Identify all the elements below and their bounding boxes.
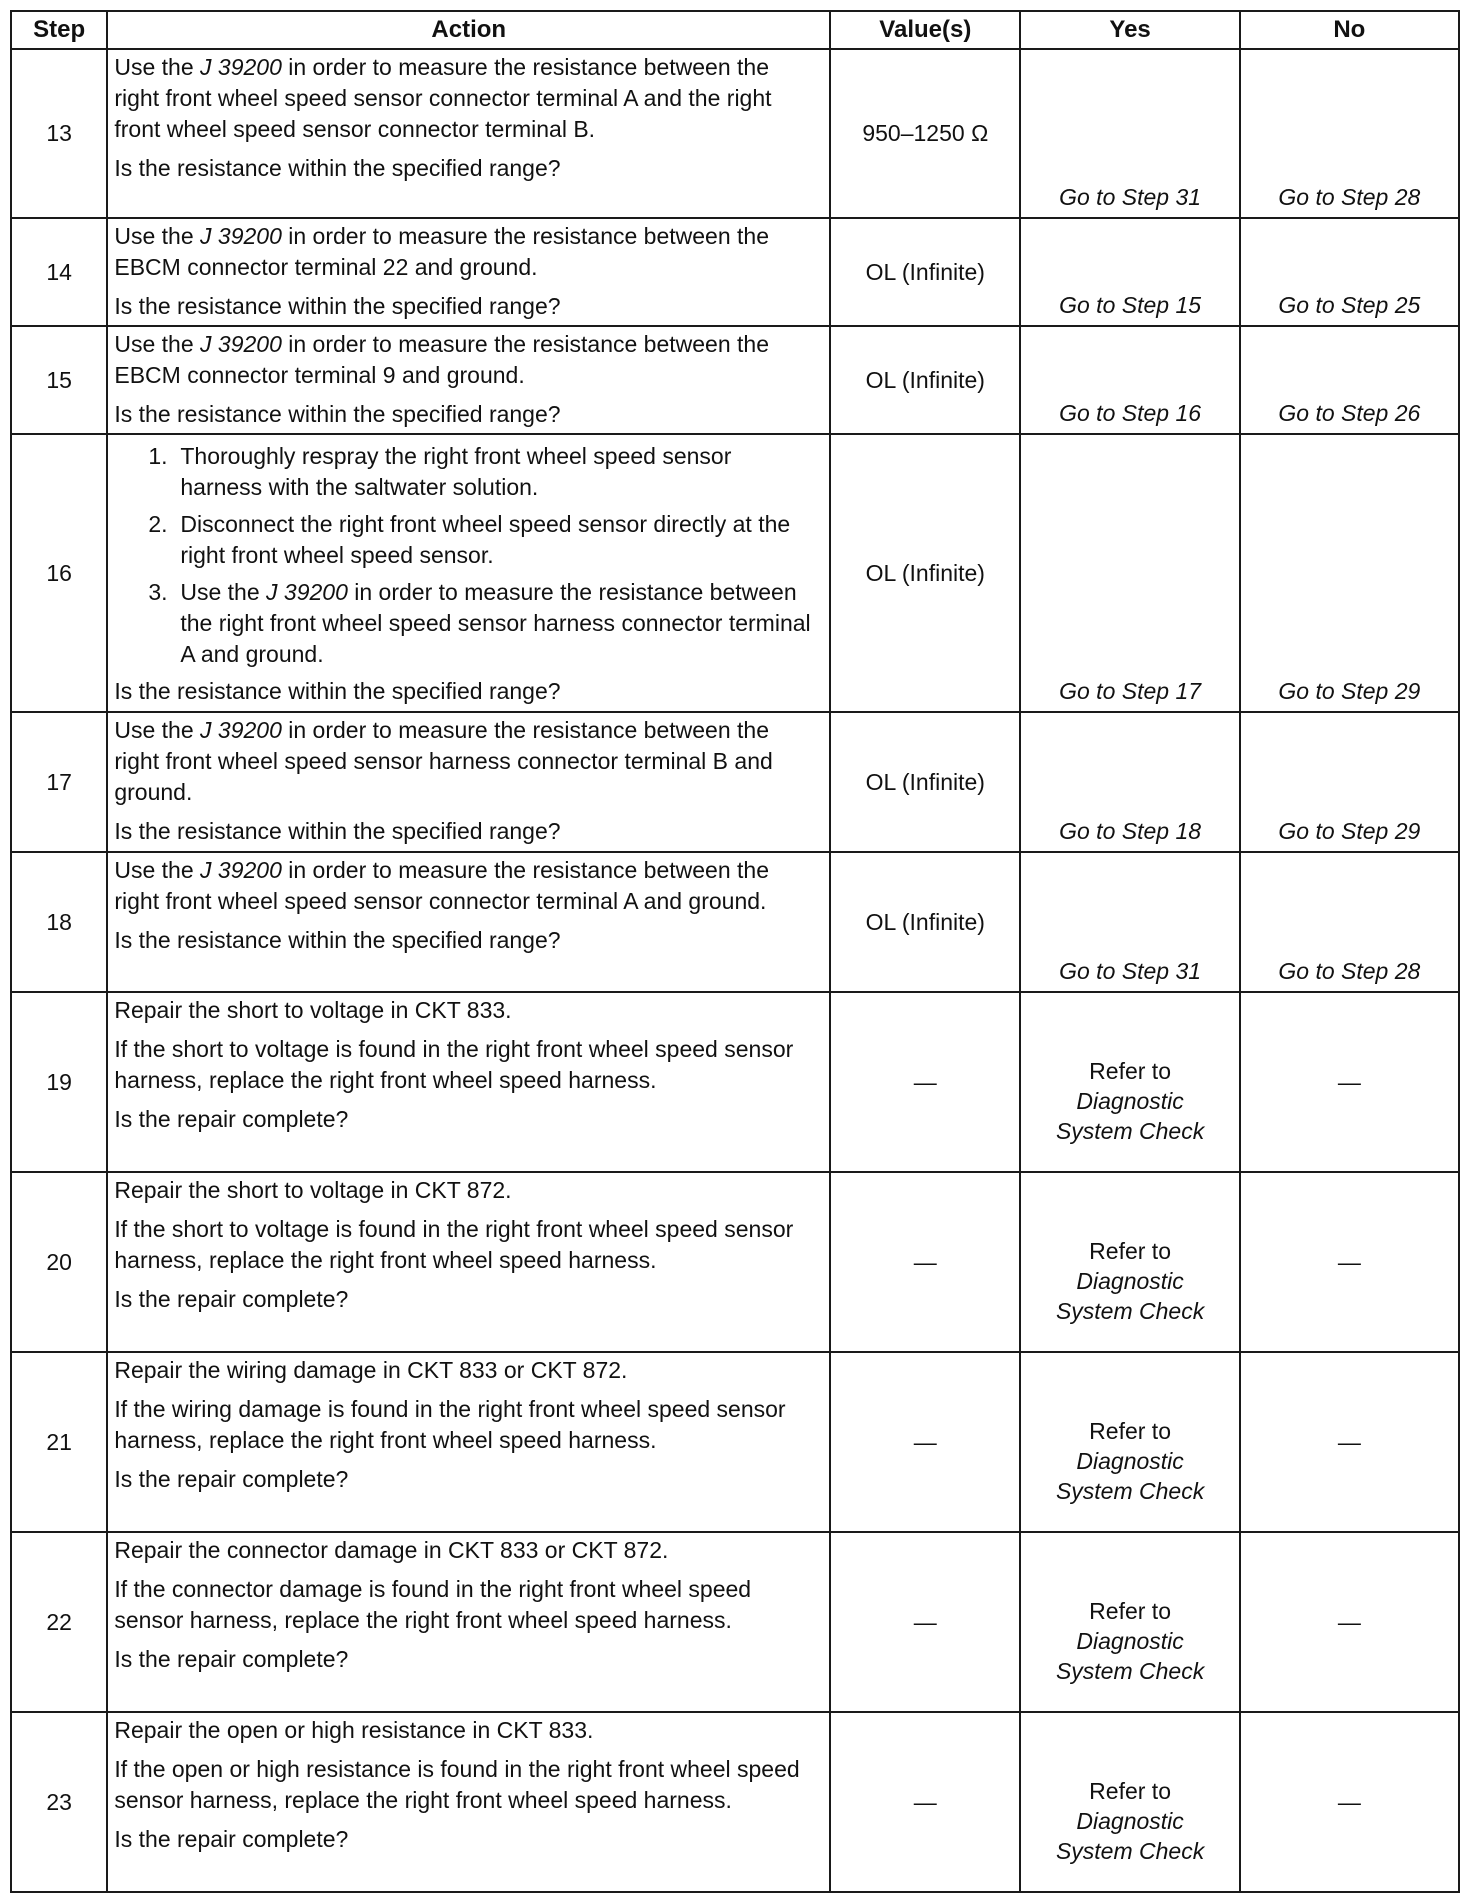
tool-name: J 39200	[200, 717, 282, 743]
step-number: 13	[11, 49, 107, 218]
value-cell: OL (Infinite)	[830, 712, 1020, 852]
action-cell: Use the J 39200 in order to measure the resistance between the EBCM connector terminal 9 and ground. Is the resistance within the specified range?	[107, 326, 830, 434]
no-cell: —	[1240, 992, 1459, 1172]
step-number: 14	[11, 218, 107, 326]
step-number: 15	[11, 326, 107, 434]
yes-cell: Go to Step 16	[1020, 326, 1239, 434]
list-item: 3. Use the J 39200 in order to measure the resistance between the right front wheel speed sensor harness connector terminal A and ground.	[180, 577, 819, 670]
action-cell: Repair the connector damage in CKT 833 or CKT 872. If the connector damage is found in the right front wheel speed sensor harness, replace the right front wheel speed harness. Is the repair complete?	[107, 1532, 830, 1712]
value-cell: —	[830, 992, 1020, 1172]
question: Is the resistance within the specified range?	[114, 155, 561, 181]
header-yes: Yes	[1020, 11, 1239, 49]
yes-cell: Go to Step 17	[1020, 434, 1239, 712]
header-step: Step	[11, 11, 107, 49]
yes-cell: Refer to Diagnostic System Check	[1020, 1352, 1239, 1532]
action-cell	[107, 434, 830, 712]
step-number: 17	[11, 712, 107, 852]
question: Is the resistance within the specified range?	[114, 818, 561, 844]
yes-cell: Refer to Diagnostic System Check	[1020, 1532, 1239, 1712]
action-cell: Use the J 39200 in order to measure the resistance between the right front wheel speed sensor connector terminal A and the right front wheel speed sensor connector terminal B. Is the resistance within the specified range?	[107, 49, 830, 218]
question: Is the resistance within the specified range?	[114, 401, 561, 427]
no-cell: —	[1240, 1352, 1459, 1532]
value-cell: OL (Infinite)	[830, 434, 1020, 712]
table-row	[11, 712, 1459, 852]
question: Is the resistance within the specified range?	[114, 293, 561, 319]
list-item: 1. Thoroughly respray the right front wheel speed sensor harness with the saltwater solution.	[180, 441, 819, 503]
step-number: 21	[11, 1352, 107, 1532]
value-cell: 950–1250 Ω	[830, 49, 1020, 218]
tool-name: J 39200	[266, 579, 348, 605]
no-cell: Go to Step 25	[1240, 218, 1459, 326]
no-cell: —	[1240, 1172, 1459, 1352]
action-cell: Repair the wiring damage in CKT 833 or CKT 872. If the wiring damage is found in the right front wheel speed sensor harness, replace the right front wheel speed harness. Is the repair complete?	[107, 1352, 830, 1532]
tool-name: J 39200	[200, 223, 282, 249]
question: Is the repair complete?	[114, 1286, 349, 1312]
tool-name: J 39200	[200, 54, 282, 80]
tool-name: J 39200	[200, 857, 282, 883]
question: Is the repair complete?	[114, 1646, 349, 1672]
step-number: 18	[11, 852, 107, 992]
table-row	[11, 1172, 1459, 1352]
question: Is the repair complete?	[114, 1826, 349, 1852]
no-cell: Go to Step 28	[1240, 852, 1459, 992]
table-row	[11, 218, 1459, 326]
question: Is the repair complete?	[114, 1106, 349, 1132]
table-row	[11, 992, 1459, 1172]
no-cell: Go to Step 29	[1240, 712, 1459, 852]
header-row	[11, 11, 1459, 49]
header-no: No	[1240, 11, 1459, 49]
table-row	[11, 434, 1459, 712]
table-row	[11, 326, 1459, 434]
table-row	[11, 1712, 1459, 1892]
step-number: 23	[11, 1712, 107, 1892]
yes-cell: Refer to Diagnostic System Check	[1020, 1712, 1239, 1892]
header-action: Action	[107, 11, 830, 49]
step-number: 20	[11, 1172, 107, 1352]
yes-cell: Refer to Diagnostic System Check	[1020, 1172, 1239, 1352]
table-row	[11, 49, 1459, 218]
no-cell: Go to Step 28	[1240, 49, 1459, 218]
action-cell: Repair the short to voltage in CKT 833. If the short to voltage is found in the right front wheel speed sensor harness, replace the right front wheel speed harness. Is the repair complete?	[107, 992, 830, 1172]
action-cell: Use the J 39200 in order to measure the resistance between the right front wheel speed sensor connector terminal A and ground. Is the resistance within the specified range?	[107, 852, 830, 992]
table-row	[11, 852, 1459, 992]
table-row	[11, 1352, 1459, 1532]
tool-name: J 39200	[200, 331, 282, 357]
step-number: 16	[11, 434, 107, 712]
yes-cell: Refer to Diagnostic System Check	[1020, 992, 1239, 1172]
no-cell: Go to Step 29	[1240, 434, 1459, 712]
no-cell: Go to Step 26	[1240, 326, 1459, 434]
value-cell: —	[830, 1712, 1020, 1892]
step-number: 19	[11, 992, 107, 1172]
diagnostic-table	[10, 10, 1460, 1893]
value-cell: OL (Infinite)	[830, 218, 1020, 326]
question: Is the resistance within the specified range?	[114, 927, 561, 953]
numbered-list	[114, 441, 819, 670]
value-cell: —	[830, 1532, 1020, 1712]
list-item: 2. Disconnect the right front wheel speed sensor directly at the right front wheel speed sensor.	[180, 509, 819, 571]
table-row	[11, 1532, 1459, 1712]
no-cell: —	[1240, 1532, 1459, 1712]
yes-cell: Go to Step 31	[1020, 852, 1239, 992]
header-values: Value(s)	[830, 11, 1020, 49]
no-cell: —	[1240, 1712, 1459, 1892]
action-cell: Use the J 39200 in order to measure the resistance between the right front wheel speed sensor harness connector terminal B and ground. Is the resistance within the specified range?	[107, 712, 830, 852]
step-number: 22	[11, 1532, 107, 1712]
action-cell: Use the J 39200 in order to measure the resistance between the EBCM connector terminal 22 and ground. Is the resistance within the specified range?	[107, 218, 830, 326]
value-cell: —	[830, 1172, 1020, 1352]
question: Is the resistance within the specified range?	[114, 678, 561, 704]
yes-cell: Go to Step 15	[1020, 218, 1239, 326]
action-cell: Repair the open or high resistance in CKT 833. If the open or high resistance is found in the right front wheel speed sensor harness, replace the right front wheel speed harness. Is the repair complete?	[107, 1712, 830, 1892]
value-cell: OL (Infinite)	[830, 852, 1020, 992]
yes-cell: Go to Step 31	[1020, 49, 1239, 218]
yes-cell: Go to Step 18	[1020, 712, 1239, 852]
question: Is the repair complete?	[114, 1466, 349, 1492]
value-cell: —	[830, 1352, 1020, 1532]
value-cell: OL (Infinite)	[830, 326, 1020, 434]
action-cell: Repair the short to voltage in CKT 872. If the short to voltage is found in the right front wheel speed sensor harness, replace the right front wheel speed harness. Is the repair complete?	[107, 1172, 830, 1352]
